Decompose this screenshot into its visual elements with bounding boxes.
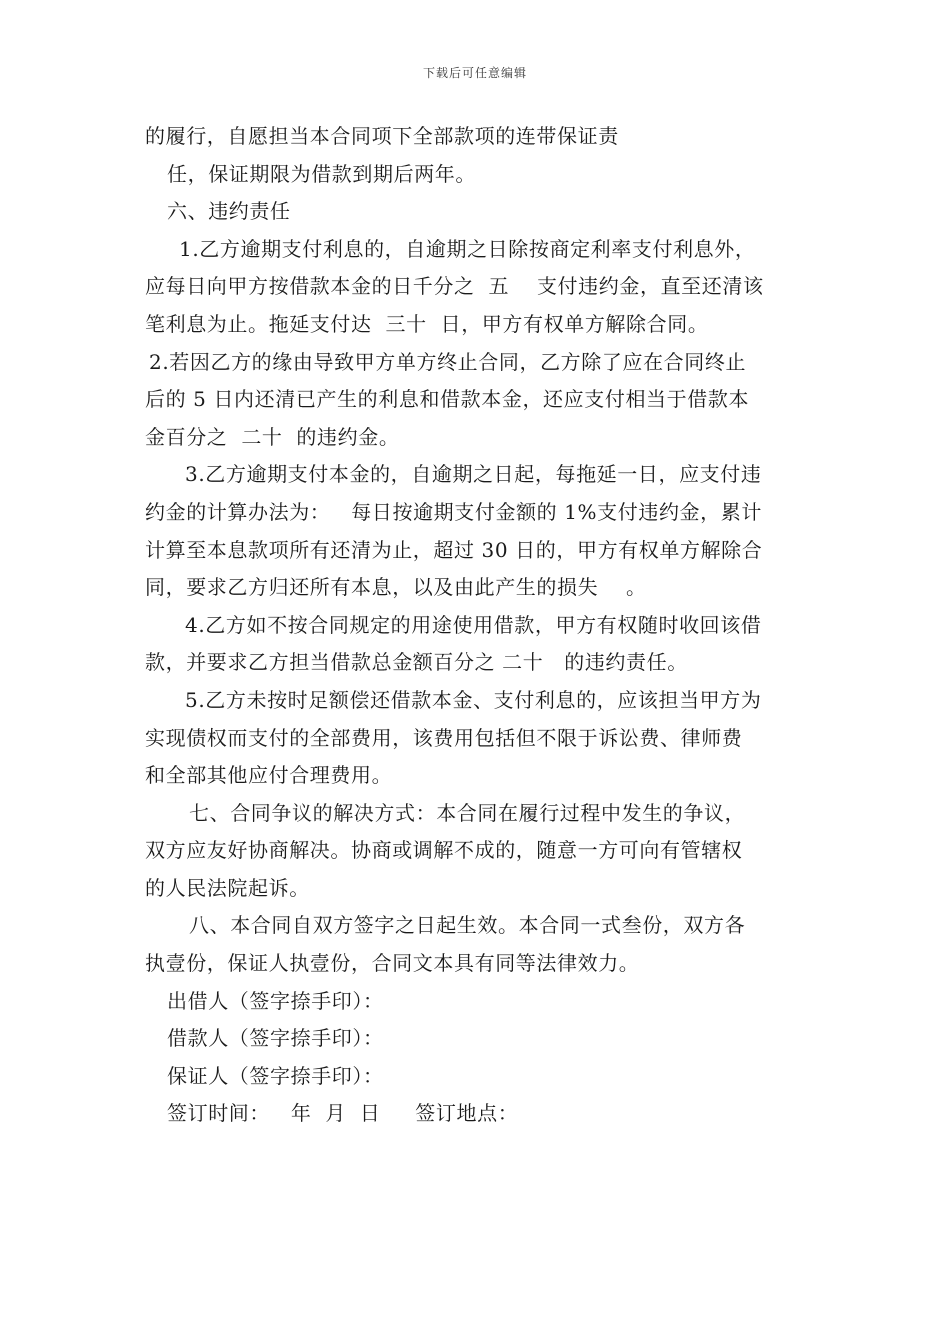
clause-5: 5.乙方未按时足额偿还借款本金、支付利息的，应该担当甲方为 [185, 687, 762, 712]
section-heading-breach: 六、违约责任 [167, 199, 291, 224]
text-line: 款，并要求乙方担当借款总金额百分之 二十 的违约责任。 [145, 650, 688, 675]
signature-block [145, 983, 813, 1133]
text-line: 金百分之 二十 的违约金。 [145, 424, 400, 449]
text-line: 应每日向甲方按借款本金的日千分之 五 支付违约金，直至还清该 [145, 274, 764, 299]
text-line: 和全部其他应付合理费用。 [145, 763, 393, 788]
text-line: 同，要求乙方归还所有本息，以及由此产生的损失 。 [145, 575, 647, 600]
section-dispute-resolution: 七、合同争议的解决方式：本合同在履行过程中发生的争议， [189, 800, 746, 825]
text-line: 后的 5 日内还清已产生的利息和借款本金，还应支付相当于借款本 [145, 387, 750, 412]
guarantor-signature-line: 保证人（签字捺手印）： [167, 1063, 384, 1088]
borrower-signature-line: 借款人（签字捺手印）： [167, 1026, 384, 1051]
text-line: 笔利息为止。拖延支付达 三十 日，甲方有权单方解除合同。 [145, 311, 709, 336]
text-line: 双方应友好协商解决。协商或调解不成的，随意一方可向有管辖权 [145, 838, 743, 863]
text-line: 的人民法院起诉。 [145, 875, 310, 900]
text-line: 任，保证期限为借款到期后两年。 [167, 161, 476, 186]
text-line: 约金的计算办法为： 每日按逾期支付金额的 1%支付违约金，累计 [145, 499, 762, 524]
contract-body [145, 118, 813, 1133]
clause-1: 1.乙方逾期支付利息的，自逾期之日除按商定利率支付利息外， [179, 236, 756, 261]
text-line: 的履行，自愿担当本合同项下全部款项的连带保证责 [145, 124, 619, 148]
clause-2: 2.若因乙方的缘由导致甲方单方终止合同，乙方除了应在合同终止 [149, 349, 747, 374]
clause-3: 3.乙方逾期支付本金的，自逾期之日起，每拖延一日，应支付违 [185, 462, 762, 487]
text-line: 计算至本息款项所有还清为止，超过 30 日的，甲方有权单方解除合 [145, 537, 763, 562]
text-line: 执壹份，保证人执壹份，合同文本具有同等法律效力。 [145, 951, 640, 976]
text-line: 实现债权而支付的全部费用，该费用包括但不限于诉讼费、律师费 [145, 725, 743, 750]
page-header-note: 下载后可任意编辑 [422, 66, 527, 80]
clause-4: 4.乙方如不按合同规定的用途使用借款，甲方有权随时收回该借 [185, 612, 762, 637]
signing-date-place-line: 签订时间： 年 月 日 签订地点： [167, 1101, 519, 1126]
section-effectiveness: 八、本合同自双方签字之日起生效。本合同一式叁份，双方各 [189, 913, 746, 938]
lender-signature-line: 出借人（签字捺手印）： [167, 988, 384, 1013]
